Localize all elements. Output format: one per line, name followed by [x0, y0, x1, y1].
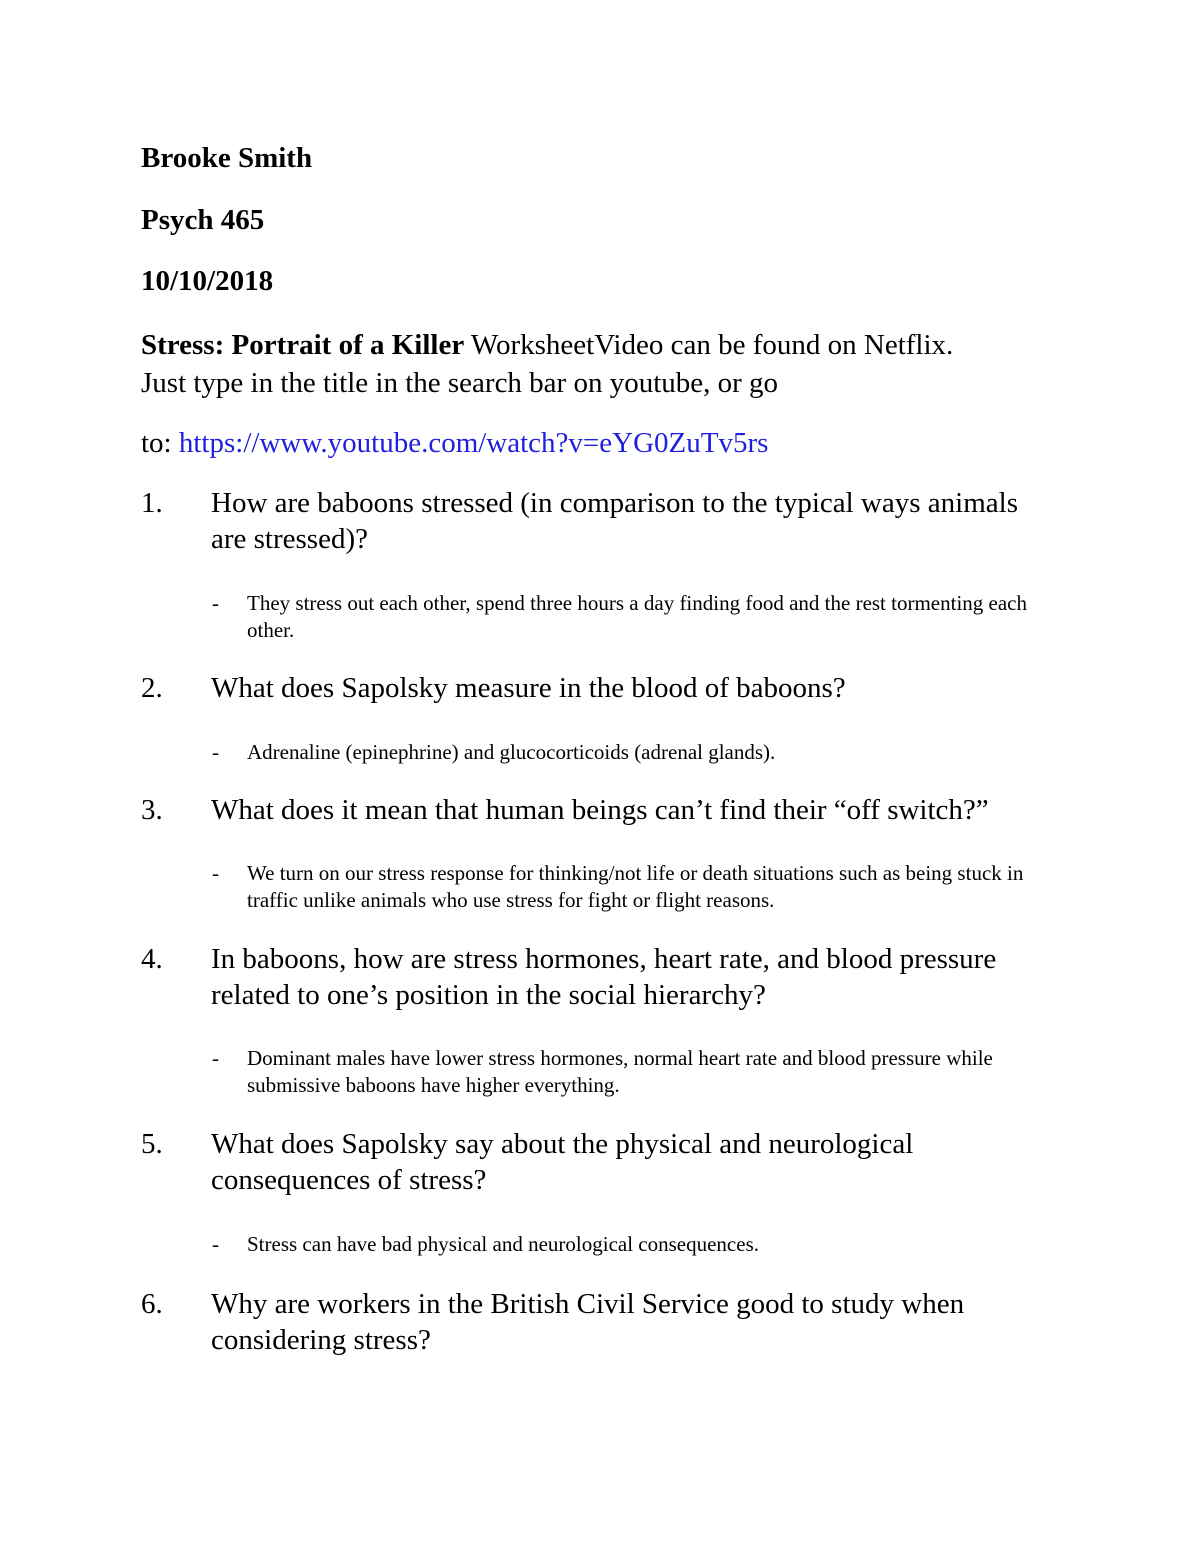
question-number: 5. — [141, 1128, 163, 1160]
intro-text-1: WorksheetVideo can be found on Netflix. — [464, 329, 954, 361]
date: 10/10/2018 — [141, 265, 274, 297]
question-number: 6. — [141, 1288, 163, 1320]
answer-text: Stress can have bad physical and neurological consequences. — [247, 1232, 759, 1256]
answer-text: They stress out each other, spend three hours a day finding food and the rest tormenting each other. — [247, 591, 1028, 642]
question-number: 2. — [141, 672, 163, 704]
question-number: 1. — [141, 487, 163, 519]
answer-dash: - — [212, 1046, 219, 1070]
answer-dash: - — [212, 861, 219, 885]
question-text: What does it mean that human beings can’t find their “off switch?” — [211, 794, 989, 826]
question-text: In baboons, how are stress hormones, heart rate, and blood pressure related to one’s position in the social hierarchy? — [211, 943, 997, 1011]
worksheet-title: Stress: Portrait of a Killer — [141, 329, 465, 361]
student-name: Brooke Smith — [141, 142, 313, 174]
question-text: What does Sapolsky measure in the blood of baboons? — [211, 672, 846, 704]
question-text: How are baboons stressed (in comparison to the typical ways animals are stressed)? — [211, 487, 1018, 555]
question-text: Why are workers in the British Civil Service good to study when considering stress? — [211, 1288, 965, 1356]
to-label: to: — [141, 427, 179, 459]
question-text: What does Sapolsky say about the physical and neurological consequences of stress? — [211, 1128, 914, 1196]
intro-line-2: Just type in the title in the search bar on youtube, or go — [141, 367, 779, 399]
answer-text: Dominant males have lower stress hormones, normal heart rate and blood pressure while submissive baboons have higher everything. — [247, 1046, 993, 1097]
intro-line-1 — [141, 327, 953, 363]
answer-text: Adrenaline (epinephrine) and glucocorticoids (adrenal glands). — [247, 740, 776, 764]
youtube-link[interactable]: https://www.youtube.com/watch?v=eYG0ZuTv5rs — [178, 427, 769, 459]
course-name: Psych 465 — [141, 204, 265, 236]
question-number: 3. — [141, 794, 163, 826]
answer-text: We turn on our stress response for thinking/not life or death situations such as being stuck in traffic unlike animals who use stress for fight or flight reasons. — [247, 861, 1024, 912]
answer-dash: - — [212, 1232, 219, 1256]
question-number: 4. — [141, 943, 163, 975]
intro-line-3 — [141, 425, 768, 461]
answer-dash: - — [212, 740, 219, 764]
answer-dash: - — [212, 591, 219, 615]
